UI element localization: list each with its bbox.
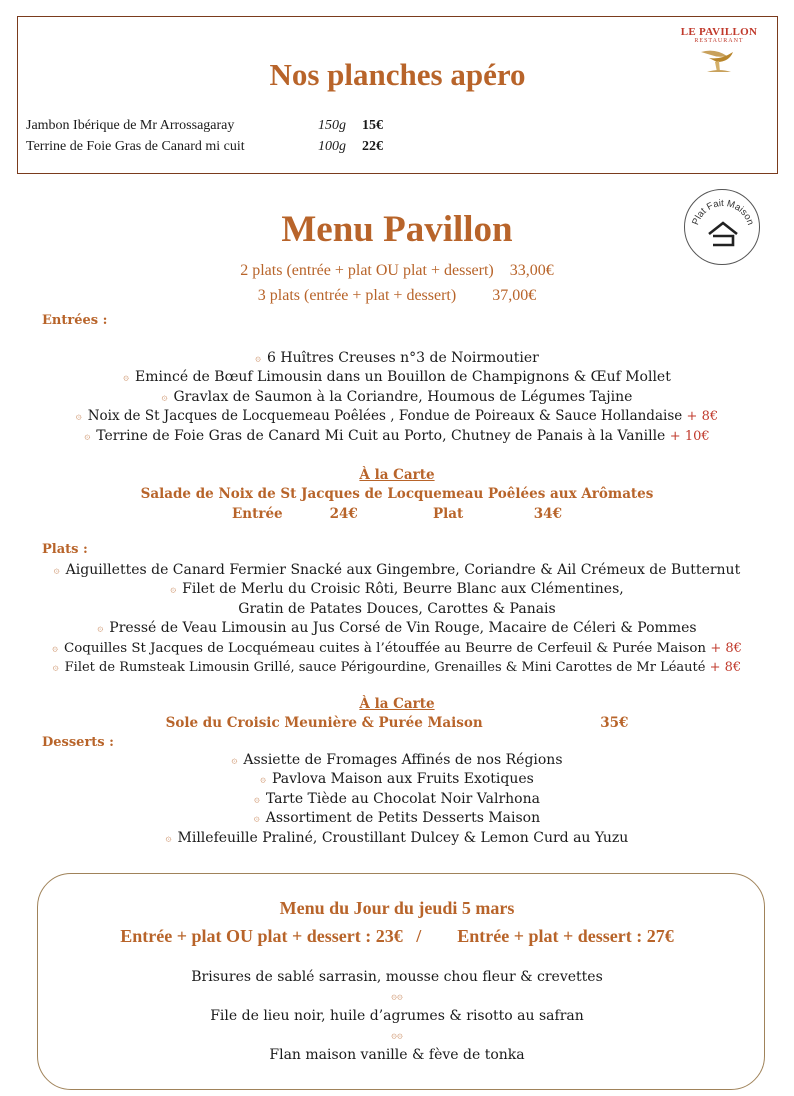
dish-text: Gratin de Patates Douces, Carottes & Panais xyxy=(238,600,556,617)
logo-sub: RESTAURANT xyxy=(694,38,744,44)
dish-text: Pressé de Veau Limousin au Jus Corsé de Vin Rouge, Macaire de Céleri & Pommes xyxy=(109,620,697,637)
plats-label: Plats : xyxy=(42,542,88,557)
entrees-label: Entrées : xyxy=(42,313,108,328)
bullet-icon: ۞ xyxy=(165,832,172,844)
aperitif-list xyxy=(26,115,402,157)
bullet-icon: ۞ xyxy=(253,813,260,825)
bullet-icon: ۞ xyxy=(97,623,104,635)
aperitif-title: Nos planches apéro xyxy=(269,57,526,92)
bullet-icon: ۞ xyxy=(161,391,168,403)
list-item-continued xyxy=(0,600,794,619)
list-item xyxy=(0,639,794,658)
aperitif-item xyxy=(26,136,402,157)
dish-text: Emincé de Bœuf Limousin dans un Bouillon de Champignons & Œuf Mollet xyxy=(135,369,671,386)
dish-text: Filet de Merlu du Croisic Rôti, Beurre Blanc aux Clémentines, xyxy=(182,581,624,598)
bullet-icon: ۞ xyxy=(84,430,91,442)
a-la-carte-sole: Sole du Croisic Meunière & Purée Maison 35€ xyxy=(165,715,629,732)
dish-text: Gravlax de Saumon à la Coriandre, Houmous de Légumes Tajine xyxy=(173,388,633,405)
dish-text: Tarte Tiède au Chocolat Noir Valrhona xyxy=(265,790,540,807)
dish-text: Filet de Rumsteak Limousin Grillé, sauce Périgourdine, Grenailles & Mini Carottes de Mr Léauté xyxy=(64,659,706,675)
dish-text: Aiguillettes de Canard Fermier Snacké aux Gingembre, Coriandre & Ail Crémeux de Butternut xyxy=(65,562,741,578)
desserts-list xyxy=(0,751,794,848)
bullet-icon: ۞ xyxy=(170,584,177,596)
a-la-carte-plat xyxy=(0,695,794,734)
bullet-icon: ۞ xyxy=(255,353,261,364)
bullet-icon: ۞ xyxy=(75,411,82,423)
dish-text: Terrine de Foie Gras de Canard Mi Cuit au Porto, Chutney de Panais à la Vanille xyxy=(96,427,666,444)
aperitif-item-name: Terrine de Foie Gras de Canard mi cuit xyxy=(26,138,245,154)
a-la-carte-dish: Salade de Noix de St Jacques de Locquemeau Poêlées aux Arômates xyxy=(140,486,654,503)
menu-du-jour-list xyxy=(0,968,794,1065)
list-item xyxy=(0,349,794,368)
dish-text: Assortiment de Petits Desserts Maison xyxy=(265,810,541,827)
list-item xyxy=(0,790,794,809)
dish-text: Millefeuille Praliné, Croustillant Dulcey & Lemon Curd au Yuzu xyxy=(177,829,629,846)
dish-text: 6 Huîtres Creuses n°3 de Noirmoutier xyxy=(267,350,539,366)
separator-icon: ۞۞ xyxy=(391,991,403,1003)
badge-text: Plat Fait Maison xyxy=(690,197,756,227)
bullet-icon: ۞ xyxy=(231,755,238,766)
bullet-icon: ۞ xyxy=(260,774,266,786)
dish-text: Assiette de Fromages Affinés de nos Régions xyxy=(243,752,563,768)
bullet-icon: ۞ xyxy=(123,372,130,384)
desserts-label: Desserts : xyxy=(42,735,114,750)
supplement-price: + 8€ xyxy=(709,659,742,675)
list-item xyxy=(0,619,794,638)
aperitif-item xyxy=(26,115,402,136)
list-item xyxy=(0,829,794,848)
menu-du-jour-title: Menu du Jour du jeudi 5 mars xyxy=(279,898,515,918)
aperitif-item-weight: 150g xyxy=(318,117,346,133)
list-item: Brisures de sablé sarrasin, mousse chou fleur & crevettes xyxy=(191,969,603,985)
separator-icon: ۞۞ xyxy=(391,1030,403,1042)
list-item xyxy=(0,751,794,770)
list-item xyxy=(0,658,794,677)
list-item xyxy=(0,388,794,407)
a-la-carte-heading: À la Carte xyxy=(359,467,435,483)
supplement-price: + 8€ xyxy=(686,409,719,425)
list-item xyxy=(0,770,794,789)
list-item: Flan maison vanille & fève de tonka xyxy=(269,1046,525,1063)
list-item xyxy=(0,427,794,446)
menu-du-jour-formula: Entrée + plat OU plat + dessert : 23€ / Entrée + plat + dessert : 27€ xyxy=(120,926,674,946)
list-item xyxy=(0,580,794,599)
supplement-price: + 8€ xyxy=(710,640,742,656)
list-item xyxy=(0,809,794,828)
a-la-carte-entree xyxy=(0,466,794,524)
dish-text: Noix de St Jacques de Locquemeau Poêlées , Fondue de Poireaux & Sauce Hollandaise xyxy=(87,408,683,425)
entrees-list xyxy=(0,349,794,446)
plats-list xyxy=(0,561,794,677)
dish-text: Coquilles St Jacques de Locquémeau cuites à l’étouffée au Beurre de Cerfeuil & Purée Maison xyxy=(63,640,707,656)
bullet-icon: ۞ xyxy=(53,565,60,576)
list-item xyxy=(0,561,794,580)
aperitif-item-weight: 100g xyxy=(318,138,346,154)
a-la-carte-prices: Entrée 24€ Plat 34€ xyxy=(232,505,562,522)
bullet-icon: ۞ xyxy=(52,642,58,654)
supplement-price: + 10€ xyxy=(669,428,710,444)
bullet-icon: ۞ xyxy=(254,793,260,805)
list-item xyxy=(0,407,794,426)
menu-title: Menu Pavillon xyxy=(281,209,513,250)
logo-name: LE PAVILLON xyxy=(680,26,758,38)
formula-two-courses: 2 plats (entrée + plat OU plat + dessert) 33,00€ xyxy=(240,262,554,279)
aperitif-item-price: 22€ xyxy=(362,138,383,154)
list-item: File de lieu noir, huile d’agrumes & risotto au safran xyxy=(210,1007,584,1024)
dish-text: Pavlova Maison aux Fruits Exotiques xyxy=(271,771,534,788)
bullet-icon: ۞ xyxy=(52,661,59,673)
a-la-carte-heading: À la Carte xyxy=(359,696,435,712)
aperitif-item-name: Jambon Ibérique de Mr Arrossagaray xyxy=(26,117,235,133)
list-item xyxy=(0,368,794,387)
formula-three-courses: 3 plats (entrée + plat + dessert) 37,00€ xyxy=(257,287,537,304)
aperitif-item-price: 15€ xyxy=(362,117,383,133)
